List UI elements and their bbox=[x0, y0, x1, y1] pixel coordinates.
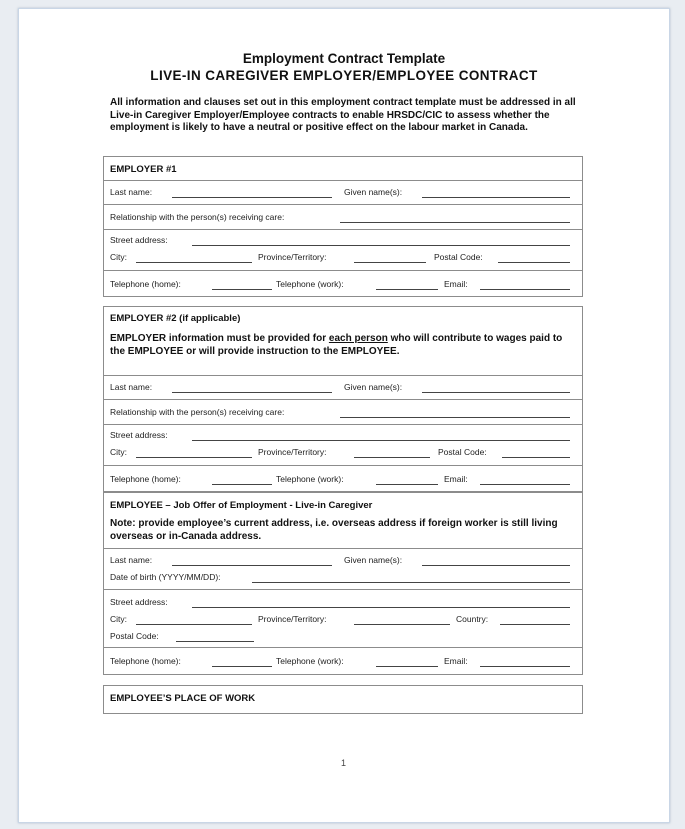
employer1-province-label: Province/Territory: bbox=[258, 252, 327, 262]
employer2-tel-work-field[interactable] bbox=[376, 484, 438, 485]
employer1-tel-work-label: Telephone (work): bbox=[276, 279, 344, 289]
employer2-name-row bbox=[104, 375, 582, 399]
employee-tel-home-field[interactable] bbox=[212, 666, 272, 667]
employer2-province-label: Province/Territory: bbox=[258, 447, 327, 457]
employer1-given-names-label: Given name(s): bbox=[344, 187, 403, 197]
employer1-email-label: Email: bbox=[444, 279, 468, 289]
employee-province-label: Province/Territory: bbox=[258, 614, 327, 624]
employee-last-name-field[interactable] bbox=[172, 565, 332, 566]
employer1-given-names-field[interactable] bbox=[422, 197, 570, 198]
document-subtitle: LIVE-IN CAREGIVER EMPLOYER/EMPLOYEE CONTRACT bbox=[150, 68, 538, 83]
employee-country-label: Country: bbox=[456, 614, 489, 624]
employer2-street-field[interactable] bbox=[192, 440, 570, 441]
employer1-tel-work-field[interactable] bbox=[376, 289, 438, 290]
employer1-relationship-label: Relationship with the person(s) receiving care: bbox=[110, 212, 285, 222]
employer2-relationship-field[interactable] bbox=[340, 417, 570, 418]
employee-province-field[interactable] bbox=[354, 624, 450, 625]
employer2-heading-row bbox=[104, 307, 582, 375]
employee-note: Note: provide employee’s current address, i.e. overseas address if foreign worker is still living overseas or in-Canada address. bbox=[110, 518, 558, 542]
place-of-work-section bbox=[103, 685, 583, 714]
employer2-last-name-field[interactable] bbox=[172, 392, 332, 393]
employee-tel-work-label: Telephone (work): bbox=[276, 656, 344, 666]
employer2-note-pre: EMPLOYER information must be provided for bbox=[110, 333, 329, 344]
employer1-city-label: City: bbox=[110, 252, 127, 262]
employee-section bbox=[103, 492, 583, 675]
place-of-work-heading: EMPLOYEE’S PLACE OF WORK bbox=[110, 693, 256, 704]
employer1-province-field[interactable] bbox=[354, 262, 426, 263]
document-title: Employment Contract Template bbox=[242, 51, 446, 66]
employee-street-field[interactable] bbox=[192, 607, 570, 608]
page-number: 1 bbox=[341, 758, 347, 768]
employer1-phone-row bbox=[104, 270, 582, 296]
employee-heading: EMPLOYEE – Job Offer of Employment - Live-in Caregiver bbox=[110, 500, 373, 511]
employer2-given-names-label: Given name(s): bbox=[344, 382, 403, 392]
employer2-tel-work-label: Telephone (work): bbox=[276, 474, 344, 484]
document-page bbox=[18, 8, 670, 823]
employee-city-label: City: bbox=[110, 614, 127, 624]
employer1-street-field[interactable] bbox=[192, 245, 570, 246]
employer2-city-label: City: bbox=[110, 447, 127, 457]
employee-heading-row bbox=[104, 493, 582, 548]
employee-tel-work-field[interactable] bbox=[376, 666, 438, 667]
employee-dob-label: Date of birth (YYYY/MM/DD): bbox=[110, 572, 221, 582]
employer1-tel-home-label: Telephone (home): bbox=[110, 279, 181, 289]
employer1-address-row bbox=[104, 229, 582, 270]
employer1-last-name-label: Last name: bbox=[110, 187, 153, 197]
employer2-section bbox=[103, 306, 583, 492]
employer2-given-names-field[interactable] bbox=[422, 392, 570, 393]
employer1-name-row bbox=[104, 180, 582, 204]
employee-country-field[interactable] bbox=[500, 624, 570, 625]
employee-email-field[interactable] bbox=[480, 666, 570, 667]
employee-tel-home-label: Telephone (home): bbox=[110, 656, 181, 666]
employee-name-row bbox=[104, 548, 582, 589]
employee-street-label: Street address: bbox=[110, 597, 168, 607]
employee-postal-field[interactable] bbox=[176, 641, 254, 642]
employee-phone-row bbox=[104, 647, 582, 674]
employer1-city-field[interactable] bbox=[136, 262, 252, 263]
employer2-street-label: Street address: bbox=[110, 430, 168, 440]
employer2-phone-row bbox=[104, 465, 582, 491]
employer2-relationship-label: Relationship with the person(s) receiving care: bbox=[110, 407, 285, 417]
employer1-relationship-row bbox=[104, 204, 582, 229]
employer2-email-field[interactable] bbox=[480, 484, 570, 485]
employee-postal-label: Postal Code: bbox=[110, 631, 159, 641]
employer1-email-field[interactable] bbox=[480, 289, 570, 290]
employer1-relationship-field[interactable] bbox=[340, 222, 570, 223]
employer1-street-label: Street address: bbox=[110, 235, 168, 245]
employer2-last-name-label: Last name: bbox=[110, 382, 153, 392]
employer2-note-post: who will contribute to wages paid to the EMPLOYEE or will provide instruction to the EMPLOYEE. bbox=[110, 333, 563, 357]
intro-paragraph: All information and clauses set out in this employment contract template must be addressed in all Live-in Caregiver Employer/Employee contracts to enable HRSDC/CIC to assess whether the employment is likely to have a neutral or positive effect on the labour market in Canada. bbox=[110, 97, 576, 133]
employee-given-names-field[interactable] bbox=[422, 565, 570, 566]
employer1-postal-label: Postal Code: bbox=[434, 252, 483, 262]
employee-address-row bbox=[104, 589, 582, 647]
employee-last-name-label: Last name: bbox=[110, 555, 153, 565]
employer2-heading: EMPLOYER #2 (if applicable) bbox=[110, 313, 241, 324]
employer2-postal-label: Postal Code: bbox=[438, 447, 487, 457]
employer1-heading-row bbox=[104, 157, 582, 180]
employee-email-label: Email: bbox=[444, 656, 468, 666]
employer2-address-row bbox=[104, 424, 582, 465]
employer2-city-field[interactable] bbox=[136, 457, 252, 458]
employer1-last-name-field[interactable] bbox=[172, 197, 332, 198]
employee-given-names-label: Given name(s): bbox=[344, 555, 403, 565]
employer2-postal-field[interactable] bbox=[502, 457, 570, 458]
employer2-tel-home-label: Telephone (home): bbox=[110, 474, 181, 484]
employer2-email-label: Email: bbox=[444, 474, 468, 484]
employer1-tel-home-field[interactable] bbox=[212, 289, 272, 290]
employee-dob-field[interactable] bbox=[252, 582, 570, 583]
employer2-province-field[interactable] bbox=[354, 457, 430, 458]
employer1-section bbox=[103, 156, 583, 297]
employer2-tel-home-field[interactable] bbox=[212, 484, 272, 485]
employer1-heading: EMPLOYER #1 bbox=[110, 164, 177, 175]
employer2-relationship-row bbox=[104, 399, 582, 424]
employer2-note-emphasis: each person bbox=[328, 333, 388, 344]
employer2-note bbox=[110, 332, 576, 358]
employee-city-field[interactable] bbox=[136, 624, 252, 625]
employer1-postal-field[interactable] bbox=[498, 262, 570, 263]
